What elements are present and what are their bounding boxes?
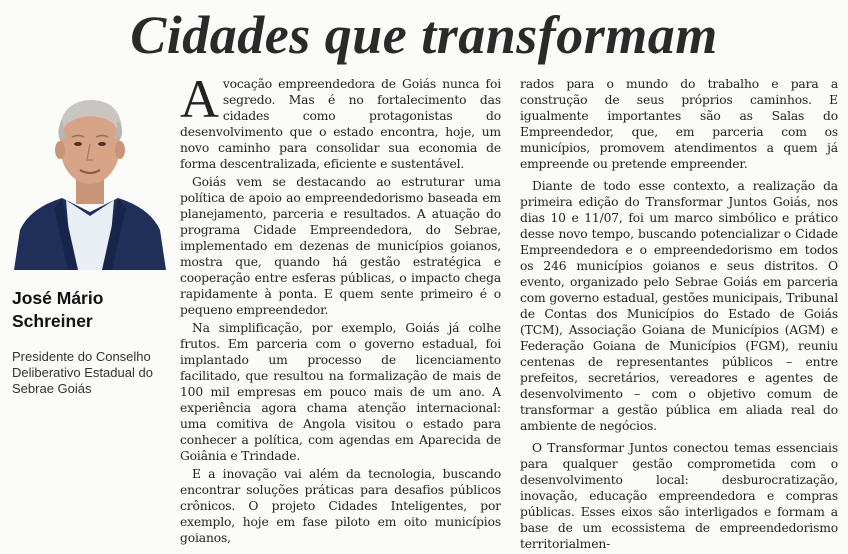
paragraph: vocação empreendedora de Goiás nunca foi segredo. Mas é no fortalecimento das cidades como protagonistas do desenvolvimento que o estado encontra, hoje, um novo caminho para consolidar sua economia de forma descentralizada, eficiente e sustentável. — [180, 77, 501, 171]
article-column-2 — [520, 76, 838, 554]
article-column-1 — [180, 69, 501, 548]
paragraph: Diante de todo esse contexto, a realização da primeira edição do Transformar Juntos Goiás, nos dias 10 e 11/07, foi um marco simbólico e prático desse novo tempo, buscando potencializar o Cidade Empreendedora e o empreendedorismo em todos os 246 municípios goianos e seus distritos. O evento, organizado pelo Sebrae Goiás em parceria com governo estadual, gestões municipais, Tribunal de Contas dos Municípios do Estado de Goiás (TCM), Associação Goiana de Municípios (AGM) e Federação Goiana de Municípios (FGM), reuniu centenas de representantes públicos – entre prefeitos, secretários, vereadores e agentes de desenvolvimento – com o objetivo comum de transformar a gestão pública em aliada real do ambiente de negócios. — [520, 179, 838, 433]
author-photo — [10, 80, 170, 270]
dropcap: A — [180, 69, 219, 129]
article-title: Cidades que transformam — [130, 5, 718, 65]
paragraph: O Transformar Juntos conectou temas essenciais para qualquer gestão comprometida com o desenvolvimento local: desburocratização, inovação, educação empreendedora e compras públicas. Esses eixos são interligados e formam a base de um ecossistema de empreendedorismo territorialmen- — [520, 441, 838, 551]
author-role: Presidente do Conselho Deliberativo Estadual do Sebrae Goiás — [12, 349, 153, 396]
author-name: José Mário Schreiner — [12, 288, 104, 331]
paragraph: rados para o mundo do trabalho e para a construção de seus próprios caminhos. E igualmente importantes são as Salas do Empreendedor, que, em parceria com os municípios, promovem atendimentos a quem já empreende ou pretende empreender. — [520, 77, 838, 171]
paragraph: Goiás vem se destacando ao estruturar uma política de apoio ao empreendedorismo baseada em planejamento, parceria e resultados. A atuação do programa Cidade Empreendedora, do Sebrae, implementado em dezenas de municípios goianos, mostra que, quando há gestão estratégica e cooperação entre esferas públicas, o impacto chega rapidamente à ponta. E quem sente primeiro é o pequeno empreendedor. — [180, 175, 501, 317]
paragraph: Na simplificação, por exemplo, Goiás já colhe frutos. Em parceria com o governo estadual, foi implantado um processo de licenciamento facilitado, que resultou na formalização de mais de 100 mil empresas em pouco mais de um ano. A experiência agora chama atenção internacional: uma comitiva de Angola visitou o estado para conhecer a política, com agendas em Aparecida de Goiânia e Trindade. — [180, 321, 501, 463]
paragraph: E a inovação vai além da tecnologia, buscando encontrar soluções práticas para desafios públicos crônicos. O projeto Cidades Inteligentes, por exemplo, hoje em fase piloto em oito municípios goianos, — [180, 467, 501, 545]
